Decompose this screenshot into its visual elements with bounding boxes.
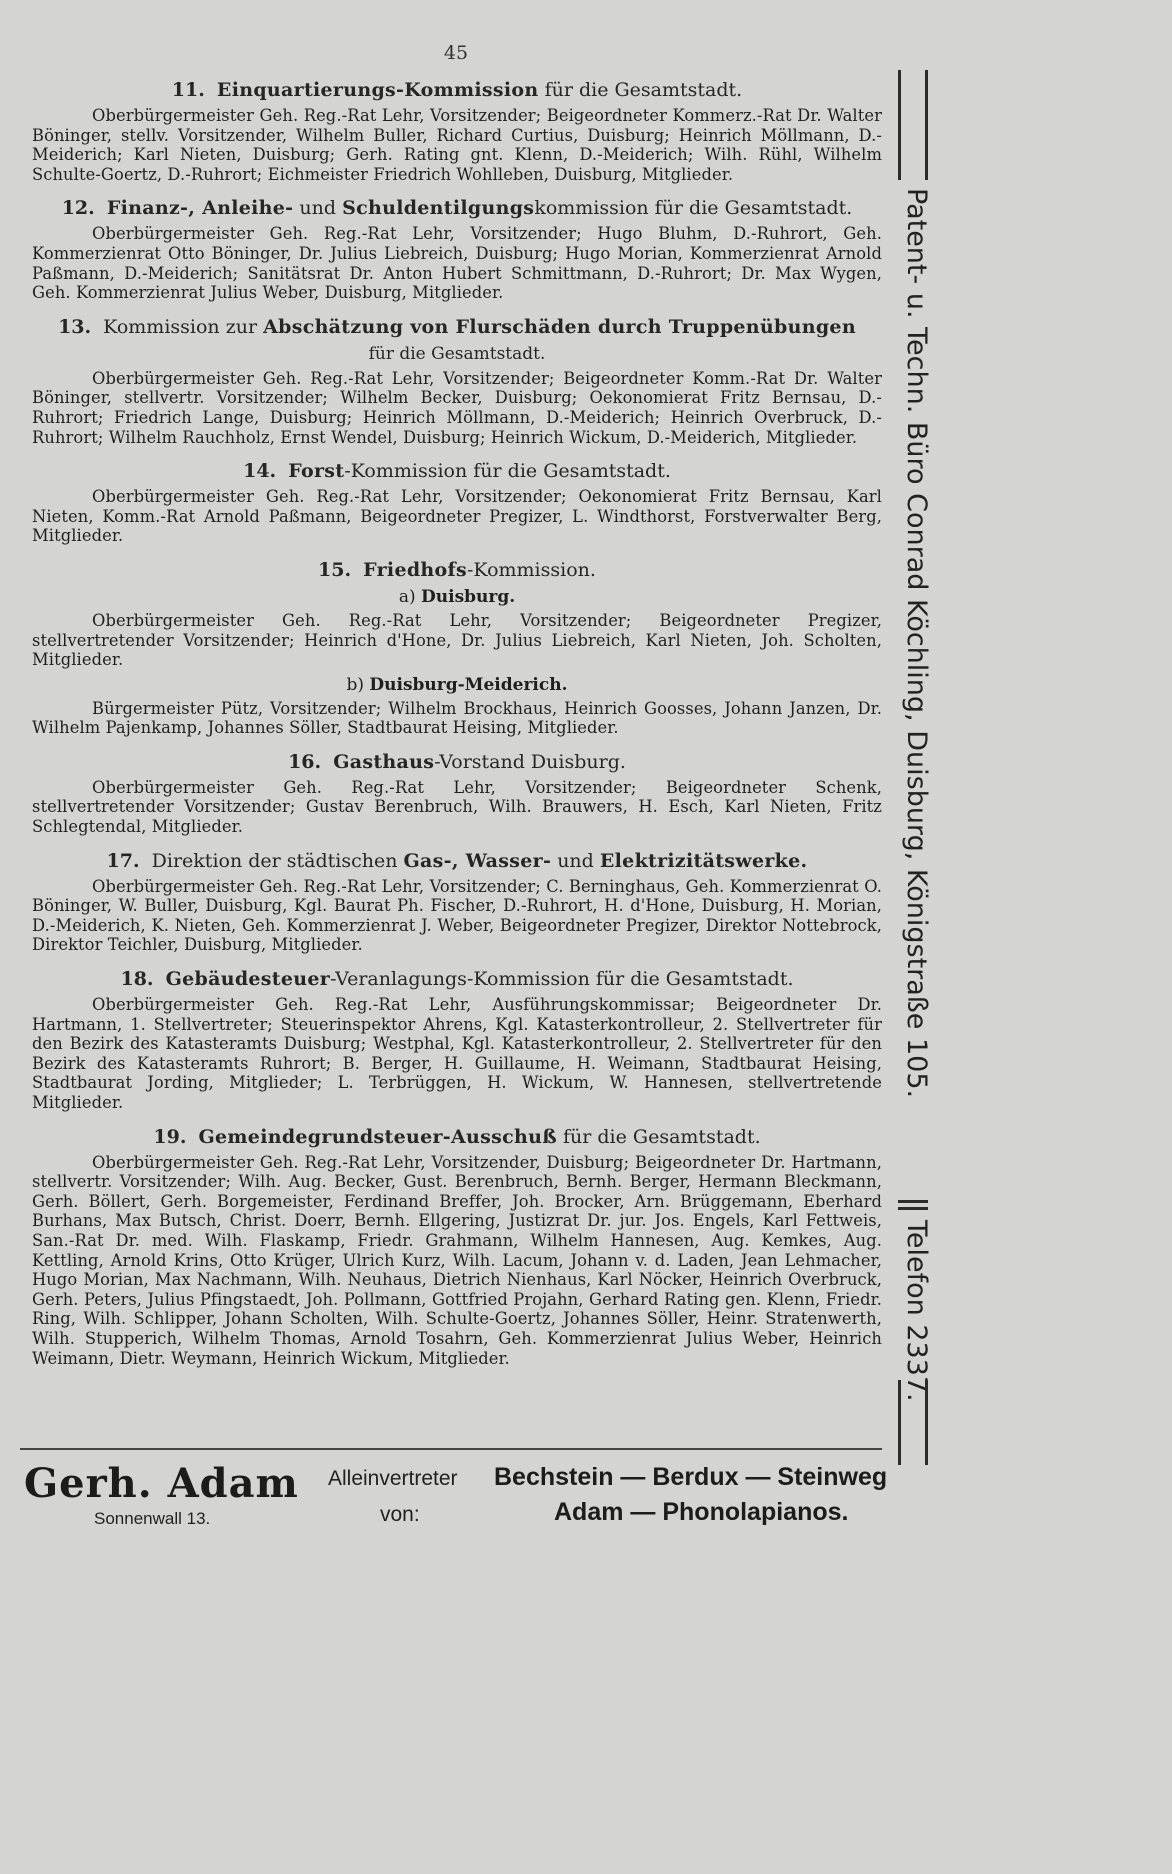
section-13-body: Oberbürgermeister Geh. Reg.-Rat Lehr, Vorsitzender; Beigeordneter Komm.-Rat Dr. Walter Böninger, stellvertr. Vorsitzender; Wilhelm Becker, Duisburg; Oekonomierat Fritz Bernsau, D.-Ruhrort; Friedrich Lange, Duisburg; Heinrich Möllmann, D.-Meiderich; Heinrich Overbruck, D.-Ruhrort; Wilhelm Rauchholz, Ernst Wendel, Duisburg; Heinrich Wickum, D.-Meiderich, Mitglieder. (32, 368, 882, 447)
sidebar-rule-bottom (898, 1380, 928, 1465)
section-17-body: Oberbürgermeister Geh. Reg.-Rat Lehr, Vorsitzender; C. Berninghaus, Geh. Kommerzienrat O. Böninger, W. Buller, Duisburg, Kgl. Baurat Ph. Fischer, D.-Ruhrort, H. d'Hone, Duisburg, H. Morian, D.-Meiderich, K. Nieten, Geh. Kommerzienrat J. Weber, Beigeordneter Pregizer, Direktor Nottebrock, Direktor Teichler, Duisburg, Mitglieder. (32, 876, 882, 955)
section-15-heading (32, 558, 882, 582)
section-title-bold2: Schuldentilgungs (342, 197, 535, 220)
section-16-body: Oberbürgermeister Geh. Reg.-Rat Lehr, Vorsitzender; Beigeordneter Schenk, stellvertretender Vorsitzender; Gustav Berenbruch, Wilh. Brauwers, H. Esch, Karl Nieten, Fritz Schlegtendal, Mitglieder. (32, 777, 882, 837)
section-number: 11. (171, 79, 205, 101)
section-16 (32, 750, 882, 837)
section-title-bold: Finanz-, Anleihe- (106, 197, 294, 220)
section-title-bold2: Elektrizitätswerke. (599, 849, 808, 872)
section-16-heading (32, 750, 882, 774)
sidebar-upper-text: Patent- u. Techn. Büro Conrad Köchling, Duisburg, Königstraße 105. (901, 188, 932, 1099)
section-19 (32, 1125, 882, 1369)
ad-brands-line-2: Adam — Phonolapianos. (554, 1498, 849, 1526)
section-number: 18. (120, 968, 154, 991)
section-title-rest: -Kommission für die Gesamtstadt. (344, 460, 671, 483)
section-number: 15. (318, 558, 352, 581)
section-title-bold: Einquartierungs-Kommission (216, 79, 539, 101)
page-number: 45 (443, 42, 469, 64)
ad-von-text: von: (380, 1503, 420, 1526)
section-title-bold: Gemeindegrundsteuer-Ausschuß (198, 1125, 557, 1148)
subsection-b-label (32, 674, 882, 696)
subsection-letter: b) (346, 674, 364, 695)
section-title-bold: Gebäudesteuer (165, 968, 331, 991)
section-title-bold: Gas-, Wasser- (403, 849, 552, 872)
sidebar-advertisement (890, 70, 932, 1470)
section-title-rest: für die Gesamtstadt. (544, 79, 743, 101)
section-title-rest: -Kommission. (466, 558, 596, 581)
section-12-heading (32, 196, 882, 220)
ad-brands-line-1: Bechstein — Berdux — Steinweg (494, 1463, 888, 1491)
sidebar-lower-text: Telefon 2337. (901, 1220, 932, 1402)
section-18-heading (32, 967, 882, 991)
section-14-heading (32, 459, 882, 483)
section-15 (32, 558, 882, 738)
section-title-bold: Gasthaus (333, 750, 435, 773)
section-number: 14. (243, 460, 277, 483)
section-title-pre: Direktion der städtischen (151, 849, 398, 872)
subsection-letter: a) (398, 586, 416, 607)
section-13 (32, 315, 882, 447)
section-title-bold: Abschätzung von Flurschäden durch Truppenübungen (263, 315, 856, 338)
section-title-mid: und (557, 849, 594, 872)
bottom-advertisement (20, 1448, 888, 1534)
section-18 (32, 967, 882, 1113)
section-title-rest: -Veranlagungs-Kommission für die Gesamtstadt. (330, 968, 794, 991)
section-17 (32, 849, 882, 955)
section-19-heading (32, 1125, 882, 1149)
sidebar-rule-top (898, 70, 928, 180)
section-19-body: Oberbürgermeister Geh. Reg.-Rat Lehr, Vorsitzender, Duisburg; Beigeordneter Dr. Hartmann, stellvertr. Vorsitzender; Wilh. Aug. Becker, Gust. Berenbruch, Bernh. Berger, Hermann Bleckmann, Gerh. Böllert, Gerh. Borgemeister, Ferdinand Breffer, Joh. Brocker, Arn. Brüggemann, Eberhard Burhans, Max Butsch, Christ. Doerr, Bernh. Ellgering, Justizrat Dr. jur. Jos. Engels, Karl Fettweis, San.-Rat Dr. med. Wilh. Flaskamp, Friedr. Grahmann, Wilhelm Hannesen, Aug. Kemkes, Aug. Kettling, Arnold Krins, Otto Krüger, Ulrich Kurz, Wilh. Lacum, Johann v. d. Laden, Jean Lehmacher, Hugo Morian, Max Nachmann, Wilh. Neuhaus, Dietrich Nienhaus, Karl Nöcker, Heinrich Overbruck, Gerh. Peters, Julius Pfingstaedt, Joh. Pollmann, Gottfried Projahn, Gerhard Rating gen. Klenn, Friedr. Ring, Wilh. Schlipper, Johann Scholten, Wilh. Schulte-Goertz, Johannes Söller, Heinr. Stratenwerth, Wilh. Stupperich, Wilhelm Thomas, Arnold Tosahrn, Geh. Kommerzienrat Julius Weber, Heinrich Weimann, Dietr. Weymann, Heinrich Wickum, Mitglieder. (32, 1152, 882, 1368)
subsection-b-body: Bürgermeister Pütz, Vorsitzender; Wilhelm Brockhaus, Heinrich Goosses, Johann Janzen, Dr. Wilhelm Pajenkamp, Johannes Söller, Stadtbaurat Heising, Mitglieder. (32, 698, 882, 738)
ad-brand: Gerh. Adam (24, 1460, 299, 1507)
page-content (32, 78, 882, 1380)
section-13-subtitle: für die Gesamtstadt. (368, 343, 546, 364)
subsection-a-label (32, 586, 882, 608)
section-number: 16. (288, 750, 322, 773)
ad-agent-text: Alleinvertreter (328, 1467, 458, 1490)
section-title-mid: und (299, 197, 337, 220)
section-18-body: Oberbürgermeister Geh. Reg.-Rat Lehr, Ausführungskommissar; Beigeordneter Dr. Hartmann, 1. Stellvertreter; Steuerinspektor Ahrens, Kgl. Katasterkontrolleur, 2. Stellvertreter für den Bezirk des Katasteramts Duisburg; Westphal, Kgl. Katasterkontrolleur, 2. Stellvertreter für den Bezirk des Katasteramts Ruhrort; B. Berger, H. Guillaume, H. Weimann, Stadtbaurat Heising, Stadtbaurat Jording, Mitglieder; L. Terbrüggen, H. Wickum, W. Hannesen, stellvertretende Mitglieder. (32, 995, 882, 1112)
section-11-heading (32, 78, 882, 102)
section-title-rest: -Vorstand Duisburg. (434, 750, 626, 773)
section-11-body: Oberbürgermeister Geh. Reg.-Rat Lehr, Vorsitzender; Beigeordneter Kommerz.-Rat Dr. Walter Böninger, stellv. Vorsitzender, Wilhelm Buller, Richard Curtius, Duisburg; Heinrich Möllmann, D.-Meiderich; Karl Nieten, Duisburg; Gerh. Rating gnt. Klenn, D.-Meiderich; Wilh. Rühl, Wilhelm Schulte-Goertz, D.-Ruhrort; Eichmeister Friedrich Wohlleben, Duisburg, Mitglieder. (32, 106, 882, 184)
section-17-heading (32, 849, 882, 873)
section-title-rest: kommission für die Gesamtstadt. (534, 197, 853, 220)
section-number: 19. (153, 1125, 187, 1148)
section-number: 17. (106, 849, 140, 872)
section-number: 12. (61, 197, 95, 220)
sidebar-separator (898, 1200, 928, 1210)
section-title-bold: Forst (288, 460, 345, 483)
subsection-name: Duisburg-Meiderich. (369, 674, 568, 695)
section-number: 13. (58, 315, 92, 338)
section-14-body: Oberbürgermeister Geh. Reg.-Rat Lehr, Vorsitzender; Oekonomierat Fritz Bernsau, Karl Nieten, Komm.-Rat Arnold Paßmann, Beigeordneter Pregizer, L. Windthorst, Forstverwalter Berg, Mitglieder. (32, 487, 882, 546)
section-title-bold: Friedhofs (363, 558, 467, 581)
section-12-body: Oberbürgermeister Geh. Reg.-Rat Lehr, Vorsitzender; Hugo Bluhm, D.-Ruhrort, Geh. Kommerzienrat Otto Böninger, Dr. Julius Liebreich, Duisburg; Hugo Morian, Kommerzienrat Arnold Paßmann, D.-Meiderich; Sanitätsrat Dr. Anton Hubert Schmittmann, D.-Ruhrort; Dr. Max Wygen, Geh. Kommerzienrat Julius Weber, Duisburg, Mitglieder. (32, 224, 882, 303)
section-13-heading (32, 315, 882, 339)
subsection-a-body: Oberbürgermeister Geh. Reg.-Rat Lehr, Vorsitzender; Beigeordneter Pregizer, stellvertretender Vorsitzender; Heinrich d'Hone, Dr. Julius Liebreich, Karl Nieten, Joh. Scholten, Mitglieder. (32, 610, 882, 670)
section-12 (32, 196, 882, 302)
section-11 (32, 78, 882, 184)
section-title-pre: Kommission zur (103, 315, 258, 338)
subsection-name: Duisburg. (421, 586, 516, 607)
section-14 (32, 459, 882, 546)
ad-address: Sonnenwall 13. (94, 1509, 211, 1528)
section-title-rest: für die Gesamtstadt. (563, 1125, 761, 1148)
